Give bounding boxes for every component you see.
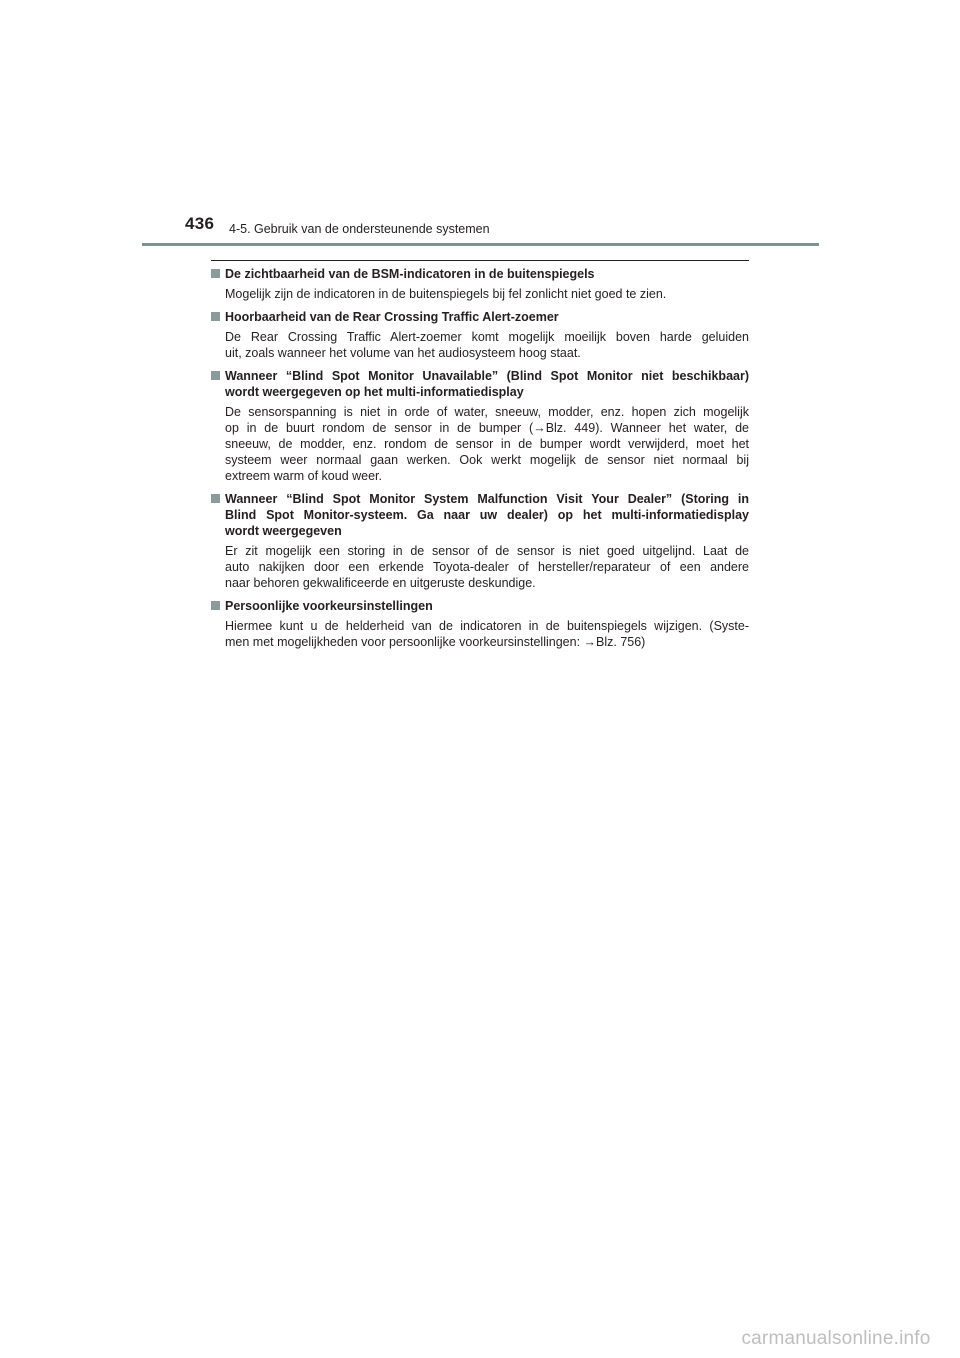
- body-line: op in de buurt rondom de sensor in de bumper (→Blz. 449). Wanneer het water, de: [225, 421, 749, 435]
- item-heading: [211, 491, 749, 539]
- heading-line: Wanneer “Blind Spot Monitor System Malfunction Visit Your Dealer” (Storing in: [225, 492, 749, 506]
- item-body: [211, 543, 749, 591]
- body-line: De sensorspanning is niet in orde of water, sneeuw, modder, enz. hopen zich mogelijk: [225, 405, 749, 419]
- square-bullet-icon: [211, 269, 220, 278]
- item-heading: [211, 309, 749, 325]
- heading-line: Blind Spot Monitor-systeem. Ga naar uw dealer) op het multi-informatiedisplay: [225, 508, 749, 522]
- content-area: [211, 266, 749, 657]
- body-line: naar behoren gekwalificeerde en uitgeruste deskundige.: [225, 576, 536, 590]
- header-rule: [142, 243, 819, 246]
- page-number: 436: [185, 214, 215, 233]
- item-system-malfunction: [211, 491, 749, 591]
- body-line: systeem weer normaal gaan werken. Ook werkt mogelijk de sensor niet normaal bij: [225, 453, 749, 467]
- item-body: [211, 404, 749, 484]
- square-bullet-icon: [211, 494, 220, 503]
- heading-text: Hoorbaarheid van de Rear Crossing Traffic Alert-zoemer: [225, 310, 559, 324]
- item-body: [211, 286, 749, 302]
- heading-text: De zichtbaarheid van de BSM-indicatoren in de buitenspiegels: [225, 267, 595, 281]
- body-line: Er zit mogelijk een storing in de sensor of de sensor is niet goed uitgelijnd. Laat de: [225, 544, 749, 558]
- item-heading: [211, 368, 749, 400]
- square-bullet-icon: [211, 601, 220, 610]
- body-line: auto nakijken door een erkende Toyota-dealer of hersteller/reparateur of een andere: [225, 560, 749, 574]
- heading-line: wordt weergegeven: [225, 524, 342, 538]
- body-line: uit, zoals wanneer het volume van het audiosysteem hoog staat.: [225, 346, 581, 360]
- item-bsm-visibility: [211, 266, 749, 302]
- item-monitor-unavailable: [211, 368, 749, 484]
- item-heading: [211, 598, 749, 614]
- heading-line: wordt weergegeven op het multi-informatiedisplay: [225, 385, 524, 399]
- body-line: De Rear Crossing Traffic Alert-zoemer komt mogelijk moeilijk boven harde geluiden: [225, 330, 749, 344]
- body-line: men met mogelijkheden voor persoonlijke voorkeursinstellingen: →Blz. 756): [225, 635, 646, 649]
- heading-text: Persoonlijke voorkeursinstellingen: [225, 599, 433, 613]
- content-top-rule: [211, 260, 749, 261]
- square-bullet-icon: [211, 371, 220, 380]
- body-line: Mogelijk zijn de indicatoren in de buitenspiegels bij fel zonlicht niet goed te zien.: [225, 287, 667, 301]
- section-title: 4-5. Gebruik van de ondersteunende systemen: [229, 222, 490, 236]
- item-heading: [211, 266, 749, 282]
- watermark: carmanualsonline.info: [741, 1328, 931, 1349]
- item-buzzer-audibility: [211, 309, 749, 361]
- heading-line: Wanneer “Blind Spot Monitor Unavailable” (Blind Spot Monitor niet beschikbaar): [225, 369, 749, 383]
- body-line: Hiermee kunt u de helderheid van de indicatoren in de buitenspiegels wijzigen. (Syste-: [225, 619, 749, 633]
- body-line: sneeuw, de modder, enz. rondom de sensor in de bumper wordt verwijderd, moet het: [225, 437, 749, 451]
- item-body: [211, 618, 749, 650]
- item-personal-settings: [211, 598, 749, 650]
- square-bullet-icon: [211, 312, 220, 321]
- body-line: extreem warm of koud weer.: [225, 469, 383, 483]
- item-body: [211, 329, 749, 361]
